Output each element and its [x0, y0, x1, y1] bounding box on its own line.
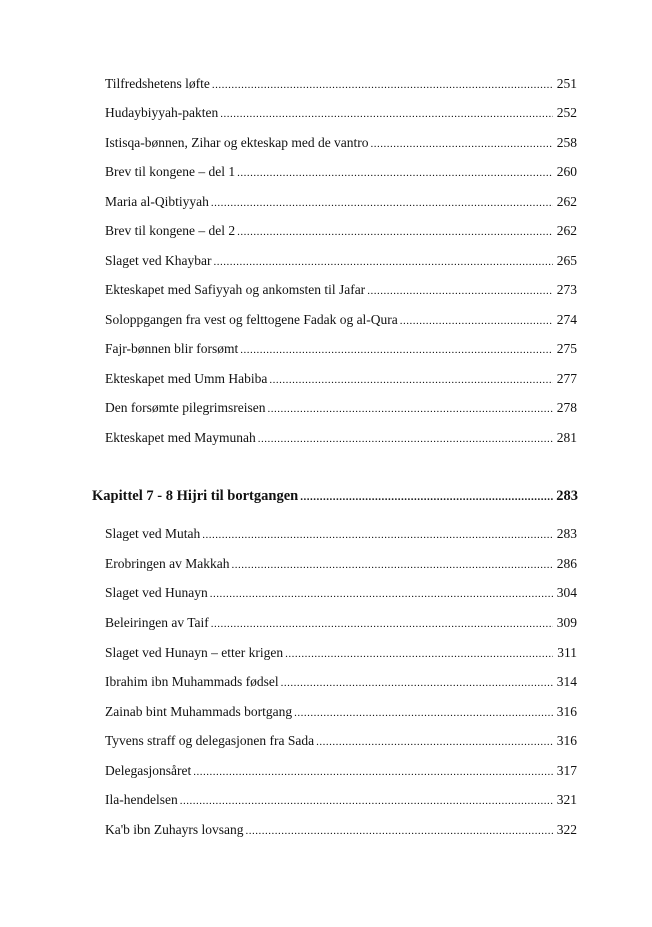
toc-entry[interactable]	[105, 105, 577, 125]
toc-entry[interactable]	[105, 733, 577, 753]
toc-entry-page: 283	[556, 526, 577, 541]
toc-dot-leader	[258, 433, 553, 445]
toc-entry-title: Hudaybiyyah-pakten	[105, 105, 219, 120]
toc-entry-title: Fajr-bønnen blir forsømt	[105, 341, 239, 356]
toc-entry-page: 273	[556, 282, 577, 297]
toc-entry-page: 277	[556, 371, 577, 386]
toc-entry[interactable]	[105, 822, 577, 842]
toc-entry[interactable]	[105, 371, 577, 391]
toc-entry-page: 309	[556, 615, 577, 630]
toc-dot-leader	[211, 618, 553, 630]
toc-entry-title: Slaget ved Hunayn – etter krigen	[105, 645, 284, 660]
toc-dot-leader	[213, 256, 553, 268]
toc-entry-page: 311	[557, 645, 577, 660]
toc-entry-page: 252	[556, 105, 577, 120]
toc-dot-leader	[300, 491, 554, 503]
toc-entry-title: Ka'b ibn Zuhayrs lovsang	[105, 822, 244, 837]
toc-dot-leader	[285, 648, 553, 660]
toc-entry-page: 262	[556, 194, 577, 209]
toc-entry-title: Ekteskapet med Safiyyah og ankomsten til Jafar	[105, 282, 366, 297]
toc-entry[interactable]	[105, 615, 577, 635]
toc-chapter-title: Kapittel 7 - 8 Hijri til bortgangen	[92, 488, 299, 504]
toc-entry[interactable]	[105, 400, 577, 420]
toc-dot-leader	[240, 344, 553, 356]
toc-entry-title: Ekteskapet med Maymunah	[105, 430, 256, 445]
toc-dot-leader	[220, 108, 553, 120]
toc-entry-title: Tilfredshetens løfte	[105, 76, 210, 91]
toc-entry-title: Brev til kongene – del 1	[105, 164, 236, 179]
toc-dot-leader	[210, 588, 553, 600]
toc-dot-leader	[281, 677, 553, 689]
toc-chapter-heading[interactable]	[92, 488, 578, 508]
toc-entry[interactable]	[105, 76, 577, 96]
toc-dot-leader	[202, 529, 553, 541]
toc-dot-leader	[211, 197, 553, 209]
toc-dot-leader	[367, 285, 553, 297]
toc-entry-title: Brev til kongene – del 2	[105, 223, 236, 238]
toc-dot-leader	[246, 825, 553, 837]
toc-entry-page: 262	[556, 223, 577, 238]
toc-entry-title: Slaget ved Hunayn	[105, 585, 208, 600]
toc-dot-leader	[237, 167, 553, 179]
toc-dot-leader	[371, 138, 553, 150]
toc-entry[interactable]	[105, 585, 577, 605]
toc-entry-title: Beleiringen av Taif	[105, 615, 209, 630]
toc-dot-leader	[237, 226, 553, 238]
toc-entry[interactable]	[105, 556, 577, 576]
toc-entry-page: 314	[556, 674, 577, 689]
toc-entry-page: 304	[556, 585, 577, 600]
toc-entry-page: 316	[556, 733, 577, 748]
toc-entry[interactable]	[105, 135, 577, 155]
toc-entry-title: Ibrahim ibn Muhammads fødsel	[105, 674, 279, 689]
toc-dot-leader	[316, 736, 553, 748]
toc-entry-page: 281	[556, 430, 577, 445]
toc-entry-page: 251	[556, 76, 577, 91]
toc-entry-title: Ekteskapet med Umm Habiba	[105, 371, 268, 386]
toc-entry-title: Soloppgangen fra vest og felttogene Fadak og al-Qura	[105, 312, 398, 327]
toc-dot-leader	[400, 315, 553, 327]
toc-entry-page: 260	[556, 164, 577, 179]
toc-entry-page: 278	[556, 400, 577, 415]
toc-entry-page: 317	[556, 763, 577, 778]
toc-entry-page: 258	[556, 135, 577, 150]
toc-entry[interactable]	[105, 674, 577, 694]
toc-entry-page: 274	[556, 312, 577, 327]
toc-entry[interactable]	[105, 792, 577, 812]
toc-entry[interactable]	[105, 526, 577, 546]
toc-entry-page: 322	[556, 822, 577, 837]
toc-entry-title: Erobringen av Makkah	[105, 556, 230, 571]
toc-entry-page: 316	[556, 704, 577, 719]
toc-entry[interactable]	[105, 282, 577, 302]
toc-entry-page: 265	[556, 253, 577, 268]
toc-chapter-page: 283	[556, 488, 578, 504]
toc-entry[interactable]	[105, 164, 577, 184]
toc-entry[interactable]	[105, 312, 577, 332]
toc-entry-page: 321	[556, 792, 577, 807]
toc-dot-leader	[212, 79, 553, 91]
toc-entry[interactable]	[105, 223, 577, 243]
toc-entry-title: Ila-hendelsen	[105, 792, 178, 807]
toc-entry-title: Istisqa-bønnen, Zihar og ekteskap med de vantro	[105, 135, 369, 150]
toc-dot-leader	[267, 403, 553, 415]
toc-entry-title: Maria al-Qibtiyyah	[105, 194, 209, 209]
toc-entry[interactable]	[105, 194, 577, 214]
toc-entry[interactable]	[105, 704, 577, 724]
toc-entry[interactable]	[105, 341, 577, 361]
toc-entry-page: 275	[556, 341, 577, 356]
toc-entry[interactable]	[105, 430, 577, 450]
toc-entry[interactable]	[105, 645, 577, 665]
toc-entry-title: Tyvens straff og delegasjonen fra Sada	[105, 733, 315, 748]
toc-entry-title: Zainab bint Muhammads bortgang	[105, 704, 293, 719]
toc-entry[interactable]	[105, 763, 577, 783]
toc-entry[interactable]	[105, 253, 577, 273]
toc-dot-leader	[193, 766, 553, 778]
toc-dot-leader	[231, 559, 553, 571]
toc-entry-title: Slaget ved Mutah	[105, 526, 201, 541]
toc-dot-leader	[180, 795, 553, 807]
toc-entry-title: Delegasjonsåret	[105, 763, 192, 778]
toc-entry-page: 286	[556, 556, 577, 571]
toc-entry-title: Slaget ved Khaybar	[105, 253, 212, 268]
toc-dot-leader	[269, 374, 553, 386]
toc-entry-title: Den forsømte pilegrimsreisen	[105, 400, 266, 415]
toc-dot-leader	[294, 707, 553, 719]
